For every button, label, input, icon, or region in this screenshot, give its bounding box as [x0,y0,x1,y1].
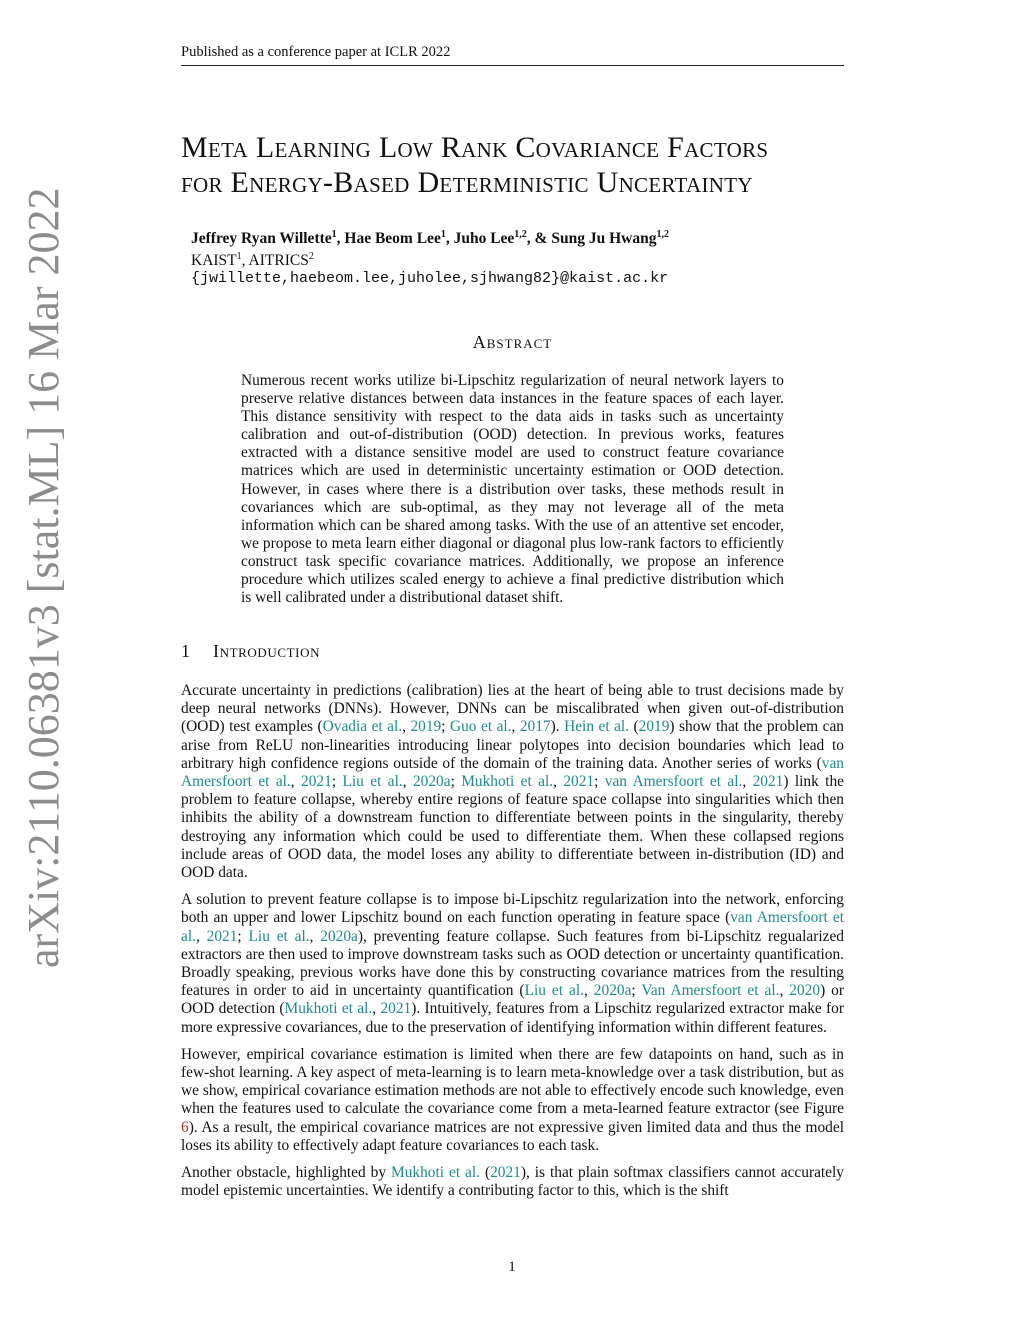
abstract-heading: Abstract [472,332,553,352]
author-3: Juho Lee [453,230,515,248]
citation-link[interactable]: Mukhoti et al. [284,1000,373,1018]
citation-link[interactable]: Mukhoti et al. [461,773,554,791]
affiliations: KAIST$^1$, AITRICS$^2$ [191,251,314,270]
paragraph: Another obstacle, highlighted by Mukhoti et al. (2021), is that plain softmax classifiers cannot accurately model epistemic uncertainties. We identify a contributing factor to this, which is the shift [181,1164,844,1200]
citation-link[interactable]: 2021 [563,773,595,791]
citation-link[interactable]: 2021 [490,1164,521,1182]
author-4: Sung Ju Hwang [551,230,657,248]
citation-link[interactable]: Van Amersfoort et al. [641,982,780,1000]
section-heading-introduction [181,641,320,662]
citation-link[interactable]: 2020a [320,927,358,945]
citation-link[interactable]: 2020a [412,773,451,791]
citation-link[interactable]: Liu et al. [248,927,310,945]
citation-link[interactable]: 2017 [519,718,551,736]
title-line-1: Meta Learning Low Rank Covariance Factors [181,131,769,164]
citation-link[interactable]: Liu et al. [342,773,403,791]
paragraph: However, empirical covariance estimation is limited when there are few datapoints on hand, such as in few-shot learning. A key aspect of meta-learning is to learn meta-knowledge over a task distribution, but as we show, empirical covariance estimation methods are not able to effectively encode such knowledge, even when the features used to calculate the covariance come from a meta-learned feature extractor (see Figure 6). As a result, the empirical covariance matrices are not expressive given limited data and thus the model loses its ability to effectively adapt feature covariances to each task. [181,1045,844,1154]
section-number: 1 [181,641,191,661]
title-line-2: for Energy-Based Deterministic Uncertainty [181,166,753,199]
citation-link[interactable]: van Amersfoort et al. [604,773,743,791]
citation-link[interactable]: 2021 [752,773,784,791]
paragraph: A solution to prevent feature collapse is to impose bi-Lipschitz regularization into the network, enforcing both an upper and lower Lipschitz bound on each function operating in feature space (van Amersfoort et al., 2021; Liu et al., 2020a), preventing feature collapse. Such features from bi-Lipschitz regualarized extractors are then used to improve downstream tasks such as OOD detection or uncertainty quantification. Broadly speaking, previous works have done this by constructing covariance matrices from the resulting features in order to aid in uncertainty quantification (Liu et al., 2020a; Van Amersfoort et al., 2020) or OOD detection (Mukhoti et al., 2021). Intuitively, features from a Lipschitz regularized extractor make for more expressive covariances, due to the preservation of identifying information within different features. [181,891,845,1036]
citation-link[interactable]: 2019 [638,718,670,736]
paper-title [181,130,861,200]
author-1: Jeffrey Ryan Willette [191,230,332,248]
citation-link[interactable]: Hein et al. [564,718,630,736]
citation-link[interactable]: Guo et al. [450,718,512,736]
abstract-text: Numerous recent works utilize bi-Lipschitz regularization of neural network layers to preserve relative distances between data instances in the feature spaces of each layer. This distance sensitivity with respect to the data aids in tasks such as uncertainty calibration and out-of-distribution (OOD) detection. In previous works, features extracted with a distance sensitive model are used to construct feature covariance matrices which are used in deterministic uncertainty estimation or OOD detection. However, in cases where there is a distribution over tasks, these methods result in covariances which are sub-optimal, as they may not leverage all of the meta information which can be shared among tasks. With the use of an attentive set encoder, we propose to meta learn either diagonal or diagonal plus low-rank factors to efficiently construct task specific covariance matrices. Additionally, we propose an inference procedure which utilizes scaled energy to achieve a final predictive distribution which is well calibrated under a distributional dataset shift. [241,372,784,607]
author-emails[interactable]: {jwillette,haebeom.lee,juholee,sjhwang82}@kaist.ac.kr [191,270,669,288]
author-names: Jeffrey Ryan Willette$^1$, Hae Beom Lee$^1$, Juho Lee$^{1,2}$, & Sung Ju Hwang$^{1,2}$ [191,229,669,248]
citation-link[interactable]: 2021 [301,773,332,791]
citation-link[interactable]: 2021 [206,927,238,945]
citation-link[interactable]: 2020a [593,982,632,1000]
citation-link[interactable]: van Amersfoort et al. [181,909,844,945]
author-block [191,226,851,288]
running-header: Published as a conference paper at ICLR 2022 [181,44,844,66]
page-number: 1 [508,1259,516,1275]
citation-link[interactable]: Ovadia et al. [322,718,403,736]
citation-link[interactable]: van Amersfoort et al. [181,754,844,791]
figure-reference-link[interactable]: 6 [181,1118,189,1136]
citation-link[interactable]: Liu et al. [524,982,584,1000]
citation-link[interactable]: 2020 [789,982,821,1000]
section-title: Introduction [213,641,321,661]
paragraph: Accurate uncertainty in predictions (calibration) lies at the heart of being able to trust decisions made by deep neural networks (DNNs). However, DNNs can be miscalibrated when given out-of-distribution (OOD) test examples (Ovadia et al., 2019; Guo et al., 2017). Hein et al. (2019) show that the problem can arise from ReLU non-linearities introducing linear polytopes into decision boundaries which lead to arbitrary high confidence regions outside of the domain of the training data. Another series of works (van Amersfoort et al., 2021; Liu et al., 2020a; Mukhoti et al., 2021; van Amersfoort et al., 2021) link the problem to feature collapse, whereby entire regions of feature space collapse into singularities which then inhibits the ability of a downstream function to differentiate between points in the singularity, thereby destroying any information which could be used to differentiate them. When these collapsed regions include areas of OOD data, the model loses any ability to differentiate between in-distribution (ID) and OOD data. [181,682,844,882]
introduction-body [181,682,844,1209]
author-2: Hae Beom Lee [344,230,441,248]
citation-link[interactable]: 2019 [410,718,442,736]
arxiv-stamp[interactable]: arXiv:2110.06381v3 [stat.ML] 16 Mar 2022 [19,187,68,968]
citation-link[interactable]: 2021 [380,1000,412,1018]
citation-link[interactable]: Mukhoti et al. [391,1164,480,1182]
